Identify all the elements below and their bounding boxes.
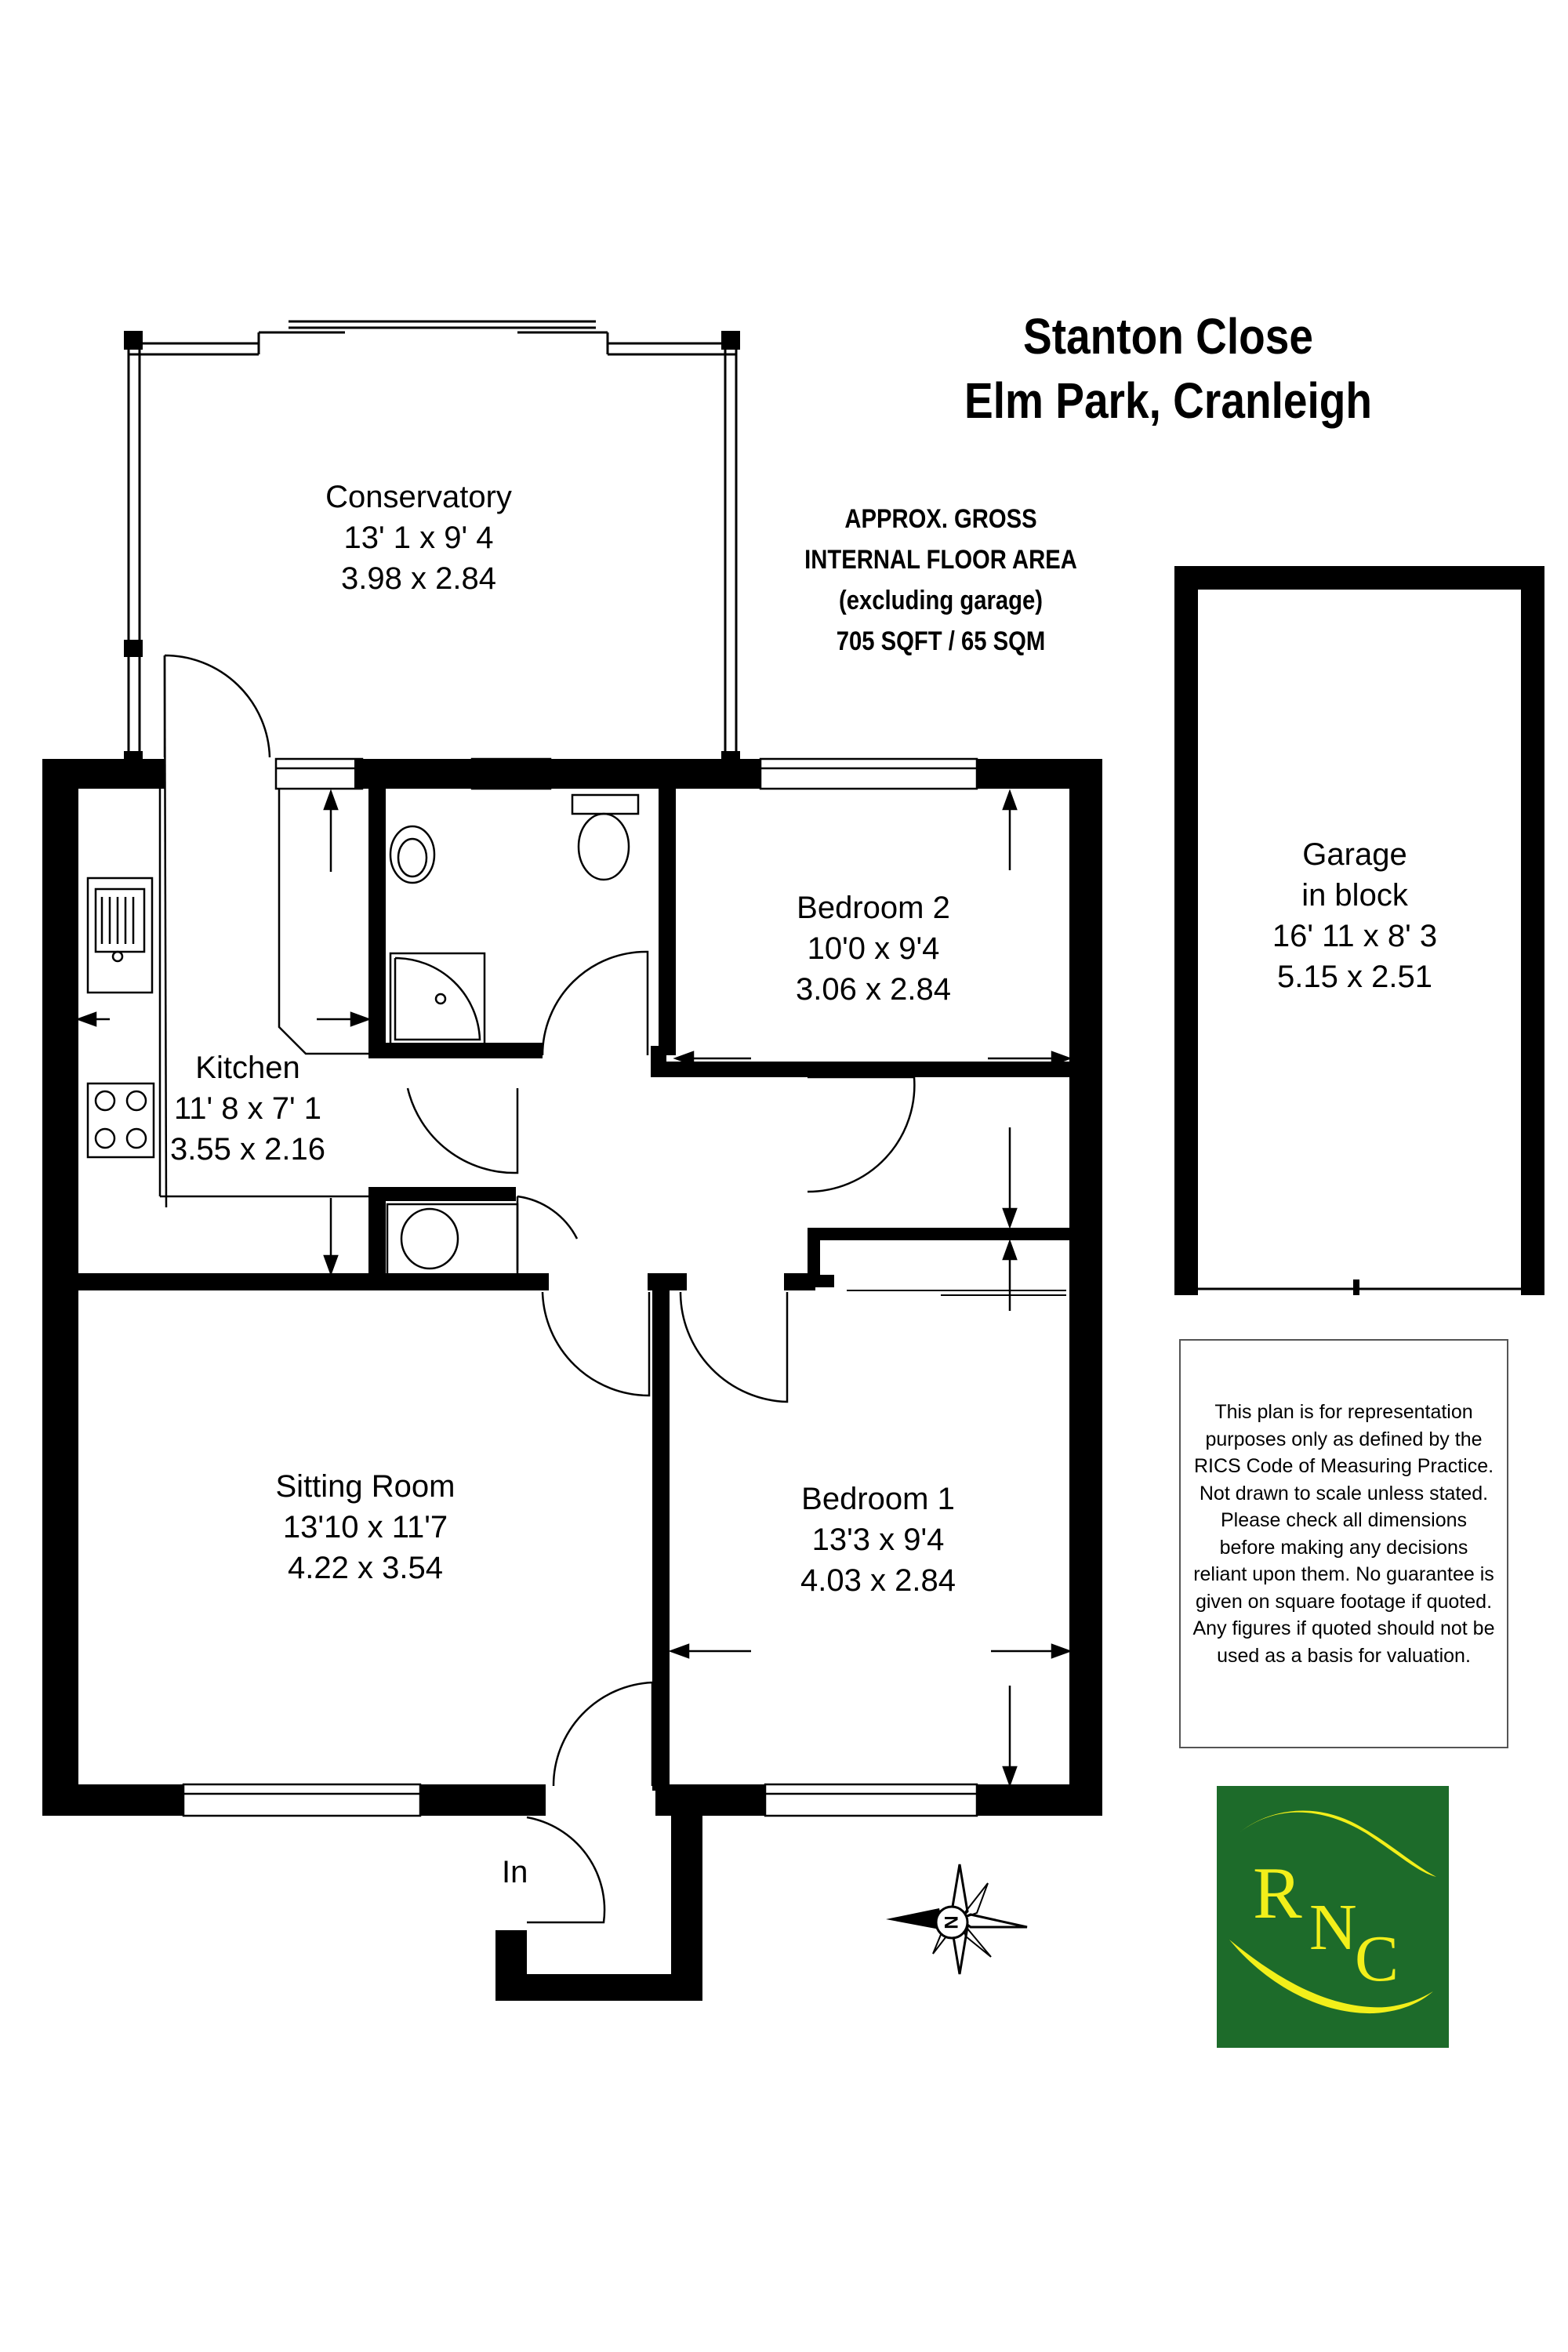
room-conservatory	[254, 477, 583, 599]
logo-letter-r: R	[1253, 1853, 1302, 1934]
room-bedroom-2	[709, 887, 1038, 1010]
wall-north-mid	[354, 759, 760, 789]
logo-swoosh-icon	[1217, 1786, 1449, 2048]
wall-east-lower	[1069, 1273, 1102, 1816]
room-name: Sitting Room	[275, 1469, 456, 1504]
room-bedroom-1	[713, 1479, 1043, 1601]
floor-area-line3: (excluding garage)	[839, 586, 1043, 615]
wall-bed2-south	[651, 1062, 1069, 1077]
compass-icon	[886, 1864, 1027, 1974]
room-imperial: 16' 11 x 8' 3	[1272, 919, 1438, 953]
room-metric: 5.15 x 2.51	[1277, 960, 1432, 994]
floor-area-line1: APPROX. GROSS	[844, 504, 1037, 534]
bathroom-fittings	[387, 795, 638, 1275]
room-imperial: 13'10 x 11'7	[282, 1510, 448, 1544]
room-garage	[1190, 834, 1519, 997]
wall-bath-bed2	[659, 789, 676, 1055]
disclaimer-box	[1179, 1339, 1508, 1748]
room-imperial: 13'3 x 9'4	[811, 1523, 945, 1557]
wall-kitchen-bath	[368, 789, 386, 1058]
room-name-line1: Garage	[1302, 837, 1407, 872]
room-metric: 4.03 x 2.84	[800, 1563, 956, 1598]
room-imperial: 13' 1 x 9' 4	[343, 521, 494, 555]
compass-letter: N	[940, 1915, 961, 1929]
wall-west	[42, 759, 78, 1815]
wall-east-upper	[1069, 759, 1102, 1309]
room-metric: 3.98 x 2.84	[341, 561, 496, 596]
wall-wc-north	[368, 1187, 516, 1201]
floor-area-line4: 705 SQFT / 65 SQM	[836, 626, 1046, 656]
room-name: Bedroom 1	[801, 1482, 955, 1516]
room-name-line2: in block	[1301, 878, 1408, 913]
room-name: Bedroom 2	[797, 891, 950, 925]
room-name: Kitchen	[195, 1051, 300, 1085]
room-metric: 3.55 x 2.16	[170, 1132, 325, 1167]
logo-letter-n: N	[1309, 1891, 1357, 1964]
disclaimer-text: This plan is for representation purposes only as defined by the RICS Code of Measuring Practice. Not drawn to scale unless stated. Please check all dimensions before making any decisions reliant upon them. No guarantee is given on square footage if quoted. Any figures if quoted should not be used as a basis for valuation.	[1192, 1401, 1495, 1667]
floor-area-note	[779, 499, 1103, 662]
room-metric: 3.06 x 2.84	[796, 972, 951, 1007]
wall-cupboard-north	[808, 1228, 1069, 1240]
room-imperial: 10'0 x 9'4	[807, 931, 940, 966]
room-kitchen	[83, 1047, 412, 1170]
rnc-logo	[1217, 1786, 1449, 2048]
porch-east	[671, 1784, 702, 2001]
wall-south-right	[977, 1784, 1071, 1816]
room-imperial: 11' 8 x 7' 1	[174, 1091, 321, 1126]
room-name: Conservatory	[325, 480, 512, 514]
wall-sitting-north	[78, 1273, 549, 1290]
wall-sitting-bed1	[652, 1273, 670, 1791]
floor-area-line2: INTERNAL FLOOR AREA	[804, 545, 1077, 575]
porch-west	[495, 1930, 527, 2001]
title-line1: Stanton Close	[1022, 308, 1314, 365]
wall-south-mid	[420, 1784, 546, 1816]
room-metric: 4.22 x 3.54	[288, 1551, 443, 1585]
wall-south-left	[42, 1784, 183, 1816]
logo-letter-c: C	[1355, 1922, 1399, 1995]
room-sitting-room	[201, 1466, 530, 1588]
title-line2: Elm Park, Cranleigh	[964, 372, 1373, 429]
entrance-label: In	[502, 1855, 528, 1889]
wall-north-left	[42, 759, 165, 789]
